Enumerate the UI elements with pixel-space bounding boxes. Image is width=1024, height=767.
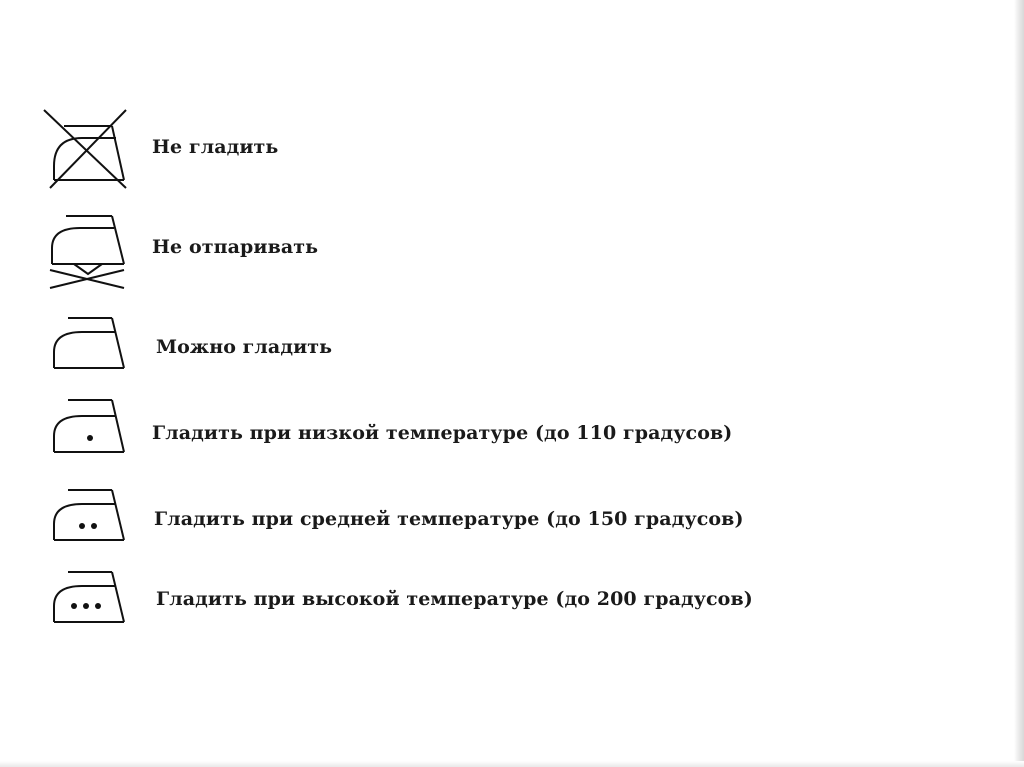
symbol-row-iron-ok <box>40 306 940 390</box>
symbol-label: Гладить при высокой температуре (до 200 градусов) <box>156 588 753 610</box>
iron-crossed-icon <box>40 108 130 192</box>
symbol-row-no-ironing <box>40 108 940 192</box>
slide-edge-shadow <box>1014 0 1024 767</box>
symbol-label: Гладить при низкой температуре (до 110 градусов) <box>152 422 733 444</box>
iron-icon <box>40 306 130 390</box>
symbol-label: Можно гладить <box>156 336 333 358</box>
symbol-row-low-temp <box>40 392 940 476</box>
symbol-row-no-steam <box>40 208 940 292</box>
symbol-label: Не отпаривать <box>152 236 319 258</box>
symbol-label: Гладить при средней температуре (до 150 градусов) <box>154 508 744 530</box>
iron-two-dots-icon <box>40 478 130 562</box>
slide-edge-shadow-bottom <box>0 761 1024 767</box>
symbol-row-medium-temp <box>40 478 940 562</box>
iron-three-dots-icon <box>40 560 130 644</box>
symbol-label: Не гладить <box>152 136 279 158</box>
iron-no-steam-icon <box>40 208 130 292</box>
iron-one-dot-icon <box>40 392 130 476</box>
symbol-row-high-temp <box>40 560 940 644</box>
